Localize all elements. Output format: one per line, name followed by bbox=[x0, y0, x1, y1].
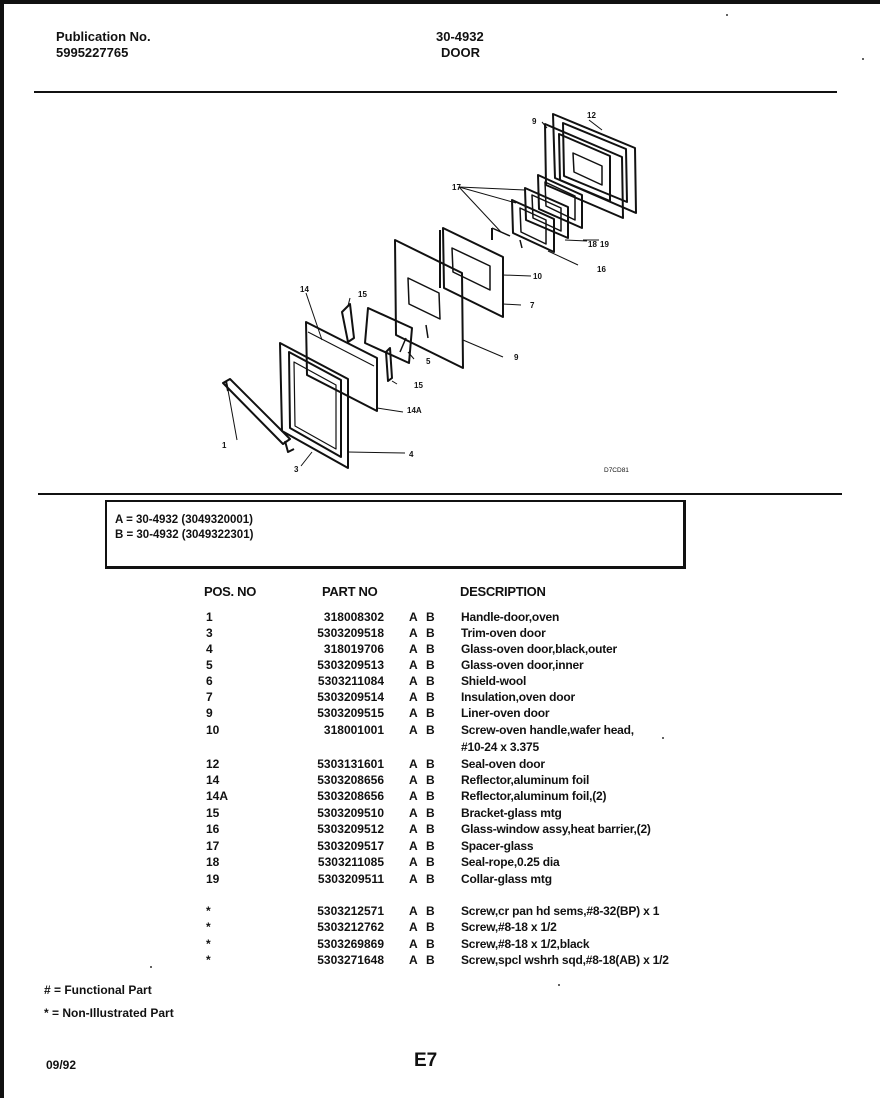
position-number: 3 bbox=[206, 626, 213, 640]
part-description: Screw,#8-18 x 1/2 bbox=[461, 920, 557, 934]
model-legend-box bbox=[105, 500, 686, 569]
position-number: 12 bbox=[206, 757, 220, 771]
table-row bbox=[0, 723, 880, 740]
publication-block bbox=[56, 29, 151, 61]
table-row bbox=[0, 642, 880, 659]
part-description: Seal-oven door bbox=[461, 757, 545, 771]
model-a-flag: A bbox=[409, 855, 418, 869]
figure-id: D7CD81 bbox=[604, 467, 629, 474]
part-description: Bracket-glass mtg bbox=[461, 806, 562, 820]
part-number: 318001001 bbox=[323, 723, 384, 737]
header-description: DESCRIPTION bbox=[460, 584, 546, 599]
table-row bbox=[0, 706, 880, 723]
part-description: Screw,spcl wshrh sqd,#8-18(AB) x 1/2 bbox=[461, 953, 669, 967]
model-a-flag: A bbox=[409, 937, 418, 951]
position-number: * bbox=[206, 953, 211, 967]
position-number: * bbox=[206, 920, 211, 934]
model-b-flag: B bbox=[426, 937, 435, 951]
position-number: 5 bbox=[206, 658, 213, 672]
table-row bbox=[0, 839, 880, 856]
exploded-door-diagram bbox=[190, 100, 660, 490]
callout-9-bottom: 9 bbox=[514, 353, 519, 362]
part-description: Liner-oven door bbox=[461, 706, 550, 720]
publication-label: Publication No. bbox=[56, 29, 151, 44]
model-b-flag: B bbox=[426, 690, 435, 704]
table-row bbox=[0, 789, 880, 806]
part-number: 5303209511 bbox=[317, 872, 384, 886]
model-b-flag: B bbox=[426, 658, 435, 672]
position-number: 6 bbox=[206, 674, 213, 688]
table-row bbox=[0, 674, 880, 691]
callout-16: 17 bbox=[452, 183, 461, 192]
diagram-rule bbox=[38, 493, 842, 495]
note-non-illustrated: * = Non-Illustrated Part bbox=[44, 1006, 174, 1020]
part-insulation-oven-door bbox=[440, 228, 503, 317]
part-number: 5303131601 bbox=[317, 757, 384, 771]
model-b-flag: B bbox=[426, 789, 435, 803]
callout-1: 1 bbox=[222, 441, 227, 450]
position-number: 7 bbox=[206, 690, 213, 704]
callout-4: 4 bbox=[409, 450, 414, 459]
part-description: Handle-door,oven bbox=[461, 610, 560, 624]
table-row bbox=[0, 626, 880, 643]
part-number: 5303211084 bbox=[317, 674, 384, 688]
header-rule bbox=[34, 91, 837, 93]
callout-3: 3 bbox=[294, 465, 299, 474]
callout-15-upper: 15 bbox=[358, 290, 367, 299]
model-block bbox=[436, 29, 484, 61]
model-b-flag: B bbox=[426, 757, 435, 771]
model-a-flag: A bbox=[409, 920, 418, 934]
model-a-flag: A bbox=[409, 953, 418, 967]
callout-14A: 14A bbox=[407, 406, 422, 415]
callout-15-lower: 15 bbox=[414, 381, 423, 390]
table-row bbox=[0, 690, 880, 707]
part-number: 5303212571 bbox=[317, 904, 384, 918]
part-number: 5303209517 bbox=[317, 839, 384, 853]
model-b-flag: B bbox=[426, 839, 435, 853]
model-b-flag: B bbox=[426, 610, 435, 624]
model-b-flag: B bbox=[426, 773, 435, 787]
model-number: 30-4932 bbox=[436, 29, 484, 44]
table-row bbox=[0, 904, 880, 921]
speck bbox=[150, 966, 152, 968]
position-number: 1 bbox=[206, 610, 213, 624]
speck bbox=[862, 58, 864, 60]
model-b-flag: B bbox=[426, 674, 435, 688]
model-a-flag: A bbox=[409, 822, 418, 836]
table-row bbox=[0, 920, 880, 937]
part-description: Seal-rope,0.25 dia bbox=[461, 855, 560, 869]
table-row bbox=[0, 658, 880, 675]
part-handle-door-oven bbox=[223, 379, 294, 452]
part-description: Screw,cr pan hd sems,#8-32(BP) x 1 bbox=[461, 904, 660, 918]
part-description: Glass-oven door,inner bbox=[461, 658, 584, 672]
part-number: 5303269869 bbox=[317, 937, 384, 951]
callout-10: 10 bbox=[533, 272, 542, 281]
part-description: Collar-glass mtg bbox=[461, 872, 552, 886]
position-number: 18 bbox=[206, 855, 220, 869]
callout-19: 19 bbox=[600, 240, 609, 249]
position-number: 4 bbox=[206, 642, 213, 656]
note-functional: # = Functional Part bbox=[44, 983, 152, 997]
model-b-flag: B bbox=[426, 626, 435, 640]
part-number: 5303209515 bbox=[317, 706, 384, 720]
header-part-no: PART NO bbox=[322, 584, 378, 599]
part-description: Shield-wool bbox=[461, 674, 527, 688]
table-row bbox=[0, 610, 880, 627]
model-a-flag: A bbox=[409, 789, 418, 803]
table-row bbox=[0, 773, 880, 790]
part-number: 5303271648 bbox=[317, 953, 384, 967]
position-number: 17 bbox=[206, 839, 220, 853]
model-b-flag: B bbox=[426, 723, 435, 737]
part-description: Glass-window assy,heat barrier,(2) bbox=[461, 822, 651, 836]
part-description: Glass-oven door,black,outer bbox=[461, 642, 617, 656]
footer-page-number: E7 bbox=[414, 1050, 438, 1071]
model-a-flag: A bbox=[409, 642, 418, 656]
part-number: 5303209514 bbox=[317, 690, 384, 704]
callout-17: 16 bbox=[597, 265, 606, 274]
page-top-edge bbox=[0, 0, 880, 4]
part-number: 318008302 bbox=[323, 610, 384, 624]
callout-9-top: 9 bbox=[532, 117, 537, 126]
model-a-flag: A bbox=[409, 723, 418, 737]
section-title: DOOR bbox=[441, 45, 480, 60]
part-glass-window-heat-barrier bbox=[492, 200, 554, 252]
position-number: * bbox=[206, 937, 211, 951]
speck bbox=[726, 14, 728, 16]
model-a-flag: A bbox=[409, 806, 418, 820]
part-outer-trim-and-glass bbox=[280, 343, 348, 468]
part-number: 5303208656 bbox=[317, 789, 384, 803]
part-description: Trim-oven door bbox=[461, 626, 546, 640]
position-number: 15 bbox=[206, 806, 220, 820]
model-a-flag: A bbox=[409, 839, 418, 853]
part-description: Reflector,aluminum foil bbox=[461, 773, 590, 787]
speck bbox=[662, 737, 664, 739]
position-number: 10 bbox=[206, 723, 220, 737]
model-b-flag: B bbox=[426, 953, 435, 967]
model-b-flag: B bbox=[426, 642, 435, 656]
callout-5: 5 bbox=[426, 357, 431, 366]
part-description: #10-24 x 3.375 bbox=[461, 740, 539, 754]
model-a-flag: A bbox=[409, 690, 418, 704]
model-a-flag: A bbox=[409, 904, 418, 918]
model-a-flag: A bbox=[409, 773, 418, 787]
model-b-flag: B bbox=[426, 806, 435, 820]
table-row bbox=[0, 937, 880, 954]
position-number: 19 bbox=[206, 872, 220, 886]
callout-7: 7 bbox=[530, 301, 535, 310]
part-description: Screw-oven handle,wafer head, bbox=[461, 723, 634, 737]
part-number: 318019706 bbox=[323, 642, 384, 656]
model-b-flag: B bbox=[426, 822, 435, 836]
model-b-flag: B bbox=[426, 855, 435, 869]
part-number: 5303209512 bbox=[317, 822, 384, 836]
part-number: 5303209510 bbox=[317, 806, 384, 820]
model-a-flag: A bbox=[409, 706, 418, 720]
position-number: 9 bbox=[206, 706, 213, 720]
model-b-flag: B bbox=[426, 872, 435, 886]
model-a-flag: A bbox=[409, 872, 418, 886]
table-row bbox=[0, 953, 880, 970]
legend-a: A = 30-4932 (3049320001) bbox=[115, 514, 253, 526]
header-pos-no: POS. NO bbox=[204, 584, 257, 599]
legend-b: B = 30-4932 (3049322301) bbox=[115, 529, 254, 541]
model-a-flag: A bbox=[409, 610, 418, 624]
model-b-flag: B bbox=[426, 920, 435, 934]
table-row bbox=[0, 872, 880, 889]
position-number: * bbox=[206, 904, 211, 918]
table-row bbox=[0, 822, 880, 839]
part-description: Insulation,oven door bbox=[461, 690, 576, 704]
table-row bbox=[0, 740, 880, 757]
position-number: 14 bbox=[206, 773, 220, 787]
callout-18: 18 bbox=[588, 240, 597, 249]
callout-12: 12 bbox=[587, 111, 596, 120]
model-a-flag: A bbox=[409, 658, 418, 672]
callout-14: 14 bbox=[300, 285, 309, 294]
part-description: Reflector,aluminum foil,(2) bbox=[461, 789, 607, 803]
speck bbox=[558, 984, 560, 986]
part-number: 5303208656 bbox=[317, 773, 384, 787]
table-row bbox=[0, 757, 880, 774]
model-a-flag: A bbox=[409, 674, 418, 688]
model-a-flag: A bbox=[409, 626, 418, 640]
part-number: 5303209518 bbox=[317, 626, 384, 640]
position-number: 16 bbox=[206, 822, 220, 836]
part-description: Screw,#8-18 x 1/2,black bbox=[461, 937, 590, 951]
part-description: Spacer-glass bbox=[461, 839, 534, 853]
part-number: 5303211085 bbox=[317, 855, 384, 869]
table-row bbox=[0, 855, 880, 872]
footer-date: 09/92 bbox=[46, 1058, 77, 1072]
part-number: 5303209513 bbox=[317, 658, 384, 672]
model-b-flag: B bbox=[426, 904, 435, 918]
publication-number: 5995227765 bbox=[56, 45, 129, 60]
model-b-flag: B bbox=[426, 706, 435, 720]
part-number: 5303212762 bbox=[317, 920, 384, 934]
position-number: 14A bbox=[206, 789, 229, 803]
model-a-flag: A bbox=[409, 757, 418, 771]
table-row bbox=[0, 806, 880, 823]
